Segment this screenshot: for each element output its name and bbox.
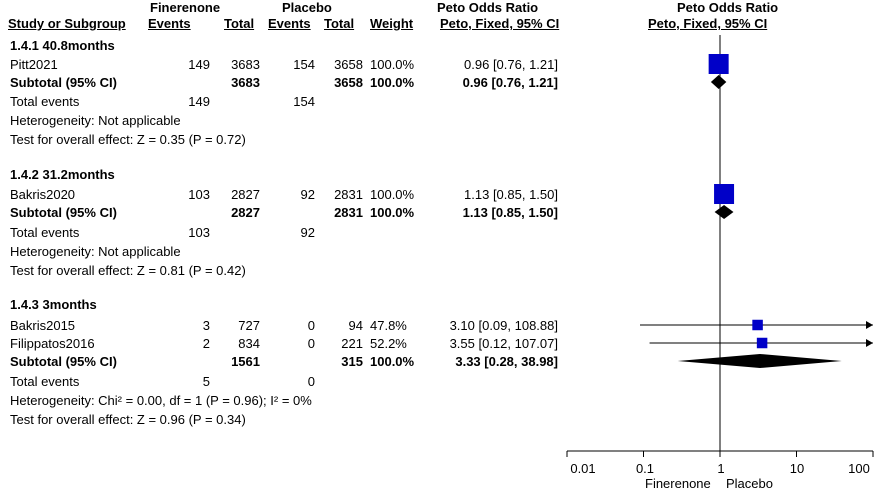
weight-cell: 47.8%: [370, 318, 407, 333]
col-or-sub-header: Peto, Fixed, 95% CI: [440, 16, 560, 31]
axis-favours-left: Finerenone: [645, 476, 711, 491]
x-tick-label: 0.01: [570, 461, 596, 476]
total-events-b: 92: [300, 225, 315, 240]
col-study-header: Study or Subgroup: [8, 16, 126, 31]
events-a-cell: 2: [202, 336, 210, 351]
subtotal-total-b: 3658: [334, 75, 363, 90]
ci-arrow-right: [866, 339, 873, 347]
total-events-a: 149: [188, 94, 210, 109]
or-column-title: Peto Odds Ratio: [437, 0, 539, 15]
total-events-b: 154: [293, 94, 315, 109]
weight-cell: 100.0%: [370, 187, 415, 202]
study-name: Bakris2020: [10, 187, 76, 202]
total-a-cell: 3683: [231, 57, 260, 72]
subtotal-total-b: 315: [341, 354, 363, 369]
overall-effect-text: Test for overall effect: Z = 0.81 (P = 0.42): [10, 263, 246, 278]
study-marker: [757, 338, 768, 349]
study-marker: [714, 184, 734, 204]
plot-sub-header: Peto, Fixed, 95% CI: [648, 16, 768, 31]
plot-title: Peto Odds Ratio: [677, 0, 779, 15]
subtotal-label: Subtotal (95% CI): [10, 75, 117, 90]
subtotal-weight: 100.0%: [370, 354, 415, 369]
study-name: Pitt2021: [10, 57, 58, 72]
col-weight-header: Weight: [370, 16, 414, 31]
subtotal-total-b: 2831: [334, 205, 363, 220]
subtotal-total-a: 1561: [231, 354, 260, 369]
study-marker: [752, 320, 763, 331]
subtotal-weight: 100.0%: [370, 205, 415, 220]
col-events-a-header: Events: [148, 16, 191, 31]
x-tick-label: 1: [717, 461, 725, 476]
study-name: Filippatos2016: [10, 336, 95, 351]
total-a-cell: 727: [238, 318, 260, 333]
overall-effect-text: Test for overall effect: Z = 0.96 (P = 0.34): [10, 412, 246, 427]
total-events-label: Total events: [10, 374, 80, 389]
ci-arrow-right: [866, 321, 873, 329]
total-events-a: 5: [202, 374, 210, 389]
subtotal-diamond: [711, 75, 726, 89]
col-total-b-header: Total: [324, 16, 355, 31]
subtotal-total-a: 2827: [231, 205, 260, 220]
total-events-a: 103: [188, 225, 210, 240]
axis-favours-right: Placebo: [726, 476, 773, 491]
total-b-cell: 3658: [334, 57, 363, 72]
x-tick-label: 10: [789, 461, 805, 476]
subtotal-label: Subtotal (95% CI): [10, 354, 117, 369]
subtotal-ci: 1.13 [0.85, 1.50]: [462, 205, 558, 220]
total-events-label: Total events: [10, 225, 80, 240]
subtotal-total-a: 3683: [231, 75, 260, 90]
total-events-b: 0: [307, 374, 315, 389]
subtotal-ci: 3.33 [0.28, 38.98]: [455, 354, 558, 369]
total-b-cell: 94: [348, 318, 363, 333]
col-events-b-header: Events: [268, 16, 311, 31]
total-a-cell: 834: [238, 336, 260, 351]
ci-cell: 1.13 [0.85, 1.50]: [464, 187, 558, 202]
heterogeneity-text: Heterogeneity: Not applicable: [10, 244, 181, 259]
col-total-a-header: Total: [224, 16, 255, 31]
subtotal-diamond: [715, 205, 734, 219]
total-b-cell: 221: [341, 336, 363, 351]
study-name: Bakris2015: [10, 318, 76, 333]
x-tick-label: 0.1: [635, 461, 655, 476]
subtotal-ci: 0.96 [0.76, 1.21]: [462, 75, 558, 90]
group-b-label: Placebo: [282, 0, 332, 15]
subtotal-weight: 100.0%: [370, 75, 415, 90]
events-b-cell: 154: [293, 57, 315, 72]
events-b-cell: 0: [307, 318, 315, 333]
total-a-cell: 2827: [231, 187, 260, 202]
subgroup-title: 1.4.2 31.2months: [10, 167, 115, 182]
weight-cell: 100.0%: [370, 57, 415, 72]
group-a-label: Finerenone: [150, 0, 221, 15]
subtotal-label: Subtotal (95% CI): [10, 205, 117, 220]
subgroup-title: 1.4.1 40.8months: [10, 38, 115, 53]
subgroup-title: 1.4.3 3months: [10, 297, 97, 312]
ci-cell: 3.10 [0.09, 108.88]: [449, 318, 558, 333]
ci-cell: 0.96 [0.76, 1.21]: [464, 57, 558, 72]
events-a-cell: 3: [202, 318, 210, 333]
total-events-label: Total events: [10, 94, 80, 109]
x-tick-label: 100: [848, 461, 870, 476]
events-a-cell: 149: [188, 57, 210, 72]
events-b-cell: 92: [300, 187, 315, 202]
heterogeneity-text: Heterogeneity: Not applicable: [10, 113, 181, 128]
weight-cell: 52.2%: [370, 336, 407, 351]
heterogeneity-text: Heterogeneity: Chi² = 0.00, df = 1 (P = 0.96); I² = 0%: [10, 393, 312, 408]
ci-cell: 3.55 [0.12, 107.07]: [449, 336, 558, 351]
total-b-cell: 2831: [334, 187, 363, 202]
study-marker: [709, 54, 729, 74]
subtotal-diamond: [678, 354, 842, 368]
events-a-cell: 103: [188, 187, 210, 202]
events-b-cell: 0: [307, 336, 315, 351]
overall-effect-text: Test for overall effect: Z = 0.35 (P = 0.72): [10, 132, 246, 147]
